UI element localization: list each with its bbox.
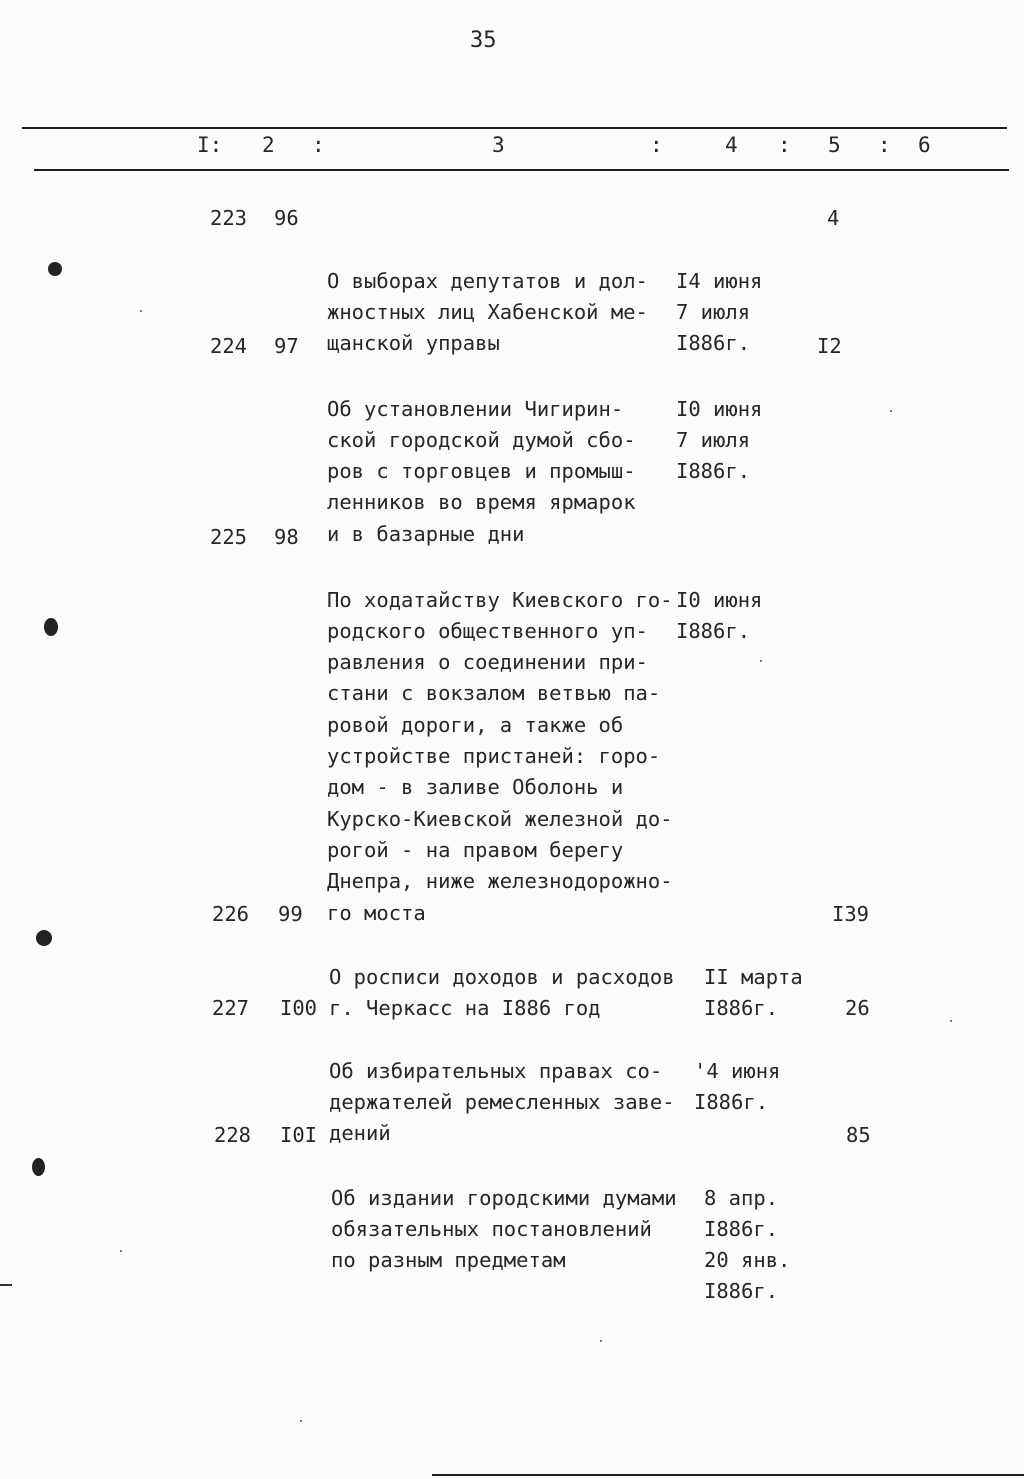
row-description: Об избирательных правах со- держателей ремесленных заве- дений [329, 1058, 675, 1146]
scan-speck [300, 1420, 302, 1422]
punch-hole-mark [48, 262, 62, 276]
row-description: О росписи доходов и расходов г. Черкасс на I886 год [329, 964, 675, 1020]
punch-hole-mark [44, 618, 58, 636]
header-col-4: 4 [725, 133, 738, 157]
row-dates: '4 июня I886г. [694, 1058, 781, 1114]
row-number: 228 [214, 1123, 252, 1147]
header-top-rule [22, 127, 1007, 129]
header-col-5: 5 [828, 133, 841, 157]
header-col-2: 2 [262, 133, 275, 157]
header-separator: : [650, 133, 663, 157]
row-dates: II марта I886г. [704, 964, 803, 1020]
row-pages: 4 [827, 206, 840, 230]
scan-speck [140, 310, 142, 312]
row-dates: 8 апр. I886г. 20 янв. I886г. [704, 1185, 791, 1304]
row-sub-number: I00 [280, 996, 318, 1020]
row-sub-number: 97 [274, 334, 299, 358]
header-col-1: I: [197, 133, 223, 157]
row-description: Об издании городскими думами обязательных постановлений по разным предметам [331, 1185, 677, 1273]
scan-speck [890, 410, 892, 412]
row-number: 226 [212, 902, 250, 926]
header-separator: : [778, 133, 791, 157]
scan-speck [760, 660, 762, 662]
row-pages: I39 [832, 902, 870, 926]
row-description: Об установлении Чигирин- ской городской думой сбо- ров с торговцев и промыш- ленников во время ярмарок и в базарные дни [327, 396, 636, 546]
page-bottom-rule [432, 1474, 1024, 1476]
row-sub-number: 96 [274, 206, 299, 230]
scan-speck [950, 1020, 952, 1022]
scan-mark [0, 1284, 12, 1286]
row-pages: I2 [817, 334, 842, 358]
row-dates: I0 июня I886г. [676, 587, 763, 643]
row-number: 225 [210, 525, 248, 549]
row-description: По ходатайству Киевского го- родского общественного уп- равления о соединении при- стани с вокзалом ветвью па- ровой дороги, а также об устройстве пристаней: горо- дом - в заливе Оболонь и Курско-Киевской железной до- рогой - на правом берегу Днепра, ниже железнодорожно- го моста [327, 587, 673, 925]
scan-speck [120, 1250, 122, 1252]
punch-hole-mark [36, 930, 52, 946]
header-col-3: 3 [492, 133, 505, 157]
header-bottom-rule [34, 169, 1009, 171]
row-sub-number: I0I [280, 1123, 318, 1147]
punch-hole-mark [32, 1158, 45, 1176]
row-sub-number: 98 [274, 525, 299, 549]
header-separator: : [878, 133, 891, 157]
row-pages: 85 [846, 1123, 871, 1147]
header-separator: : [312, 133, 325, 157]
row-pages: 26 [845, 996, 870, 1020]
row-number: 227 [212, 996, 250, 1020]
row-dates: I0 июня 7 июля I886г. [676, 396, 763, 484]
row-description: О выборах депутатов и дол- жностных лиц Хабенской ме- щанской управы [327, 268, 648, 356]
row-dates: I4 июня 7 июля I886г. [676, 268, 763, 356]
page-number: 35 [470, 28, 497, 53]
row-sub-number: 99 [278, 902, 303, 926]
scan-speck [600, 1340, 602, 1342]
header-col-6: 6 [918, 133, 931, 157]
row-number: 223 [210, 206, 248, 230]
row-number: 224 [210, 334, 248, 358]
